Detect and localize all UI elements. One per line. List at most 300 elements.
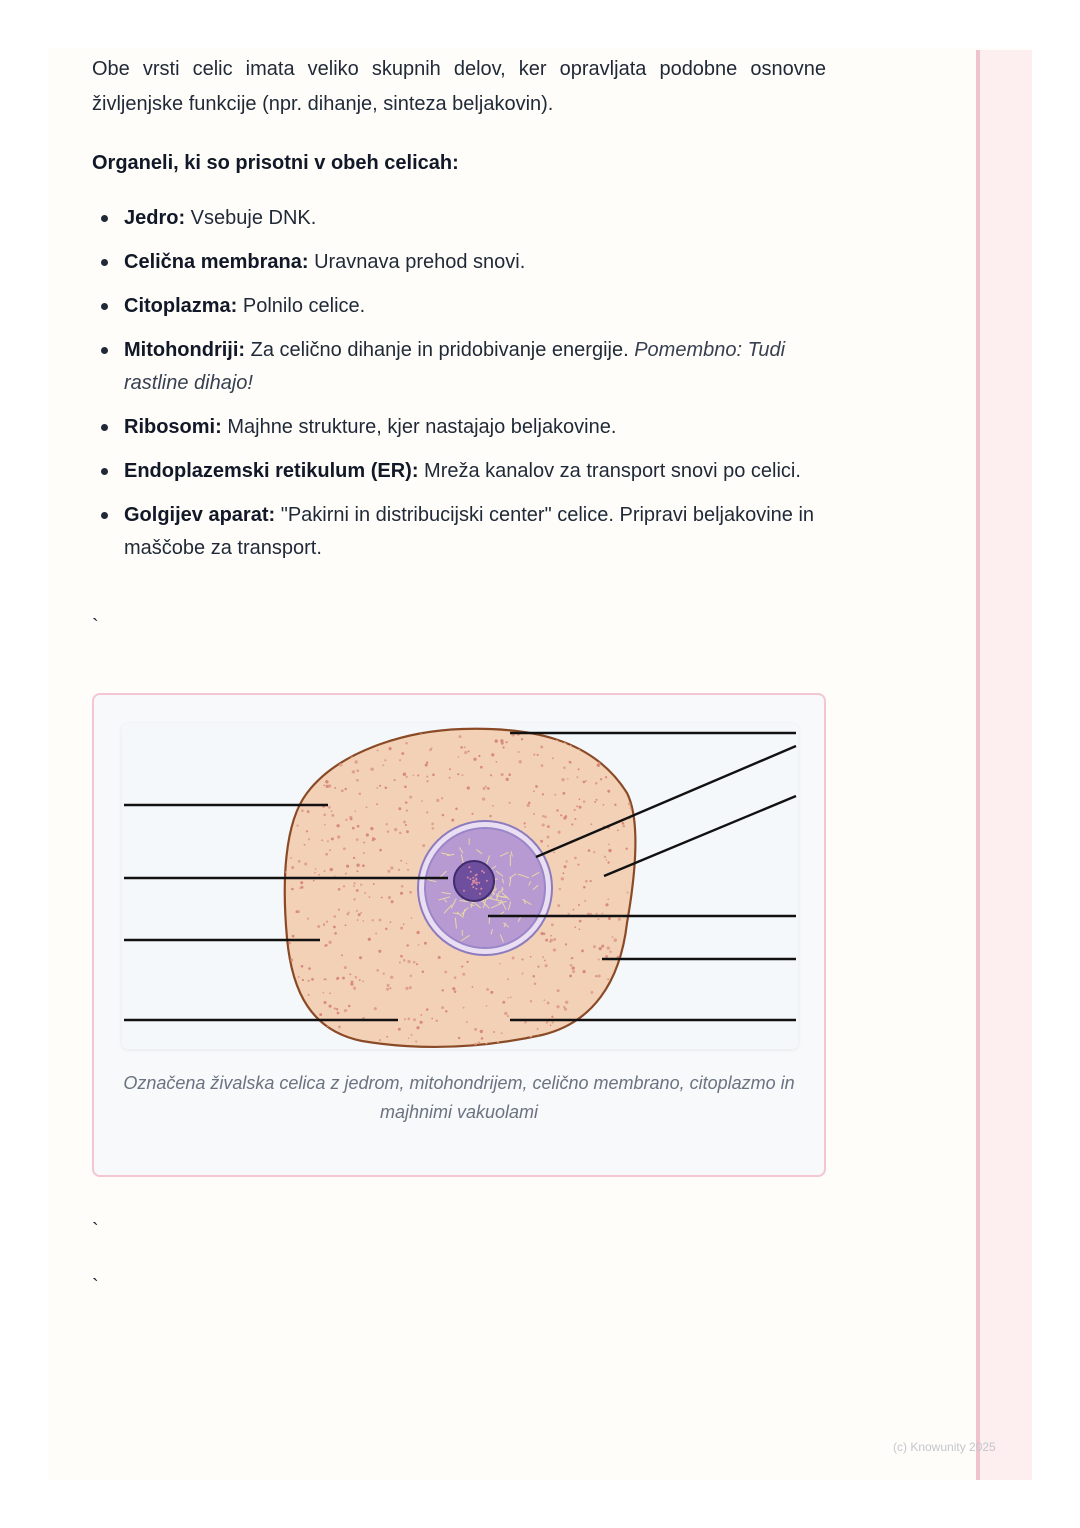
- nucleolus-granule: [463, 890, 465, 892]
- cytoplasm-granule: [315, 868, 317, 870]
- organelle-description: Za celično dihanje in pridobivanje energije.: [245, 339, 635, 361]
- cytoplasm-granule: [381, 897, 383, 899]
- cytoplasm-granule: [569, 974, 572, 977]
- cytoplasm-granule: [348, 1005, 351, 1008]
- cytoplasm-granule: [344, 788, 346, 790]
- cytoplasm-granule: [325, 780, 328, 783]
- organelle-description: Mreža kanalov za transport snovi po celici.: [418, 460, 801, 482]
- cytoplasm-granule: [305, 741, 308, 744]
- cytoplasm-granule: [639, 891, 642, 894]
- cytoplasm-granule: [303, 793, 305, 795]
- cytoplasm-granule: [467, 786, 470, 789]
- organelle-description: Polnilo celice.: [237, 295, 366, 317]
- cytoplasm-granule: [560, 1041, 562, 1043]
- cytoplasm-granule: [407, 960, 410, 963]
- cytoplasm-granule: [413, 774, 415, 776]
- organelle-term: Endoplazemski retikulum (ER):: [124, 460, 419, 482]
- cytoplasm-granule: [617, 1003, 620, 1006]
- cytoplasm-granule: [298, 860, 301, 863]
- cytoplasm-granule: [533, 975, 536, 978]
- cytoplasm-granule: [326, 731, 328, 733]
- cytoplasm-granule: [378, 950, 381, 953]
- cytoplasm-granule: [614, 938, 617, 941]
- cytoplasm-granule: [356, 910, 358, 912]
- cytoplasm-granule: [640, 831, 643, 834]
- cytoplasm-granule: [394, 828, 397, 831]
- cytoplasm-granule: [314, 726, 316, 728]
- cytoplasm-granule: [635, 898, 638, 901]
- cytoplasm-granule: [338, 1025, 341, 1028]
- cytoplasm-granule: [571, 823, 573, 825]
- cytoplasm-granule: [405, 987, 408, 990]
- cytoplasm-granule: [558, 831, 561, 834]
- cytoplasm-granule: [315, 1029, 318, 1032]
- cytoplasm-granule: [595, 975, 597, 977]
- cytoplasm-granule: [349, 973, 351, 975]
- cytoplasm-granule: [403, 773, 406, 776]
- animal-cell-illustration: [122, 723, 798, 1049]
- organelle-term: Mitohondriji:: [124, 339, 246, 361]
- cytoplasm-granule: [449, 768, 451, 770]
- cytoplasm-granule: [457, 773, 459, 775]
- cytoplasm-granule: [556, 1005, 559, 1008]
- cytoplasm-granule: [565, 860, 567, 862]
- cytoplasm-granule: [579, 806, 582, 809]
- cytoplasm-granule: [441, 1006, 444, 1009]
- cytoplasm-granule: [464, 751, 467, 754]
- cytoplasm-granule: [521, 958, 523, 960]
- bullet-icon: [101, 215, 108, 222]
- organelle-term: Celična membrana:: [124, 251, 309, 273]
- cytoplasm-granule: [334, 915, 337, 918]
- cytoplasm-granule: [501, 773, 504, 776]
- cytoplasm-granule: [537, 754, 539, 756]
- cytoplasm-granule: [578, 904, 580, 906]
- nucleolus-granule: [475, 888, 477, 890]
- nucleolus-granule: [472, 882, 474, 884]
- cytoplasm-granule: [307, 810, 310, 813]
- cytoplasm-granule: [356, 864, 359, 867]
- cytoplasm-granule: [574, 818, 576, 820]
- cytoplasm-granule: [609, 951, 611, 953]
- cytoplasm-granule: [289, 800, 292, 803]
- cytoplasm-granule: [624, 1016, 626, 1018]
- cytoplasm-granule: [563, 1006, 565, 1008]
- cytoplasm-granule: [619, 766, 622, 769]
- cytoplasm-granule: [351, 981, 354, 984]
- cytoplasm-granule: [357, 919, 359, 921]
- cytoplasm-granule: [593, 851, 595, 853]
- cytoplasm-granule: [400, 892, 403, 895]
- cytoplasm-granule: [468, 750, 470, 752]
- cytoplasm-granule: [547, 836, 550, 839]
- cytoplasm-granule: [319, 1013, 322, 1016]
- stray-backtick: `: [92, 1276, 99, 1298]
- cytoplasm-granule: [304, 844, 306, 846]
- cytoplasm-granule: [563, 792, 566, 795]
- cytoplasm-granule: [399, 759, 401, 761]
- cytoplasm-granule: [605, 903, 608, 906]
- cytoplasm-granule: [567, 913, 569, 915]
- cytoplasm-granule: [582, 970, 585, 973]
- cytoplasm-granule: [506, 778, 509, 781]
- cytoplasm-granule: [289, 775, 292, 778]
- cytoplasm-granule: [550, 935, 552, 937]
- cytoplasm-granule: [634, 1006, 637, 1009]
- cytoplasm-granule: [578, 768, 580, 770]
- cytoplasm-granule: [485, 786, 487, 788]
- cytoplasm-granule: [444, 971, 447, 974]
- cytoplasm-granule: [409, 891, 412, 894]
- cytoplasm-granule: [591, 823, 593, 825]
- cytoplasm-granule: [352, 740, 354, 742]
- cytoplasm-granule: [383, 726, 386, 729]
- cytoplasm-granule: [289, 1042, 292, 1045]
- cytoplasm-granule: [597, 918, 599, 920]
- main-content: [92, 52, 826, 576]
- cytoplasm-granule: [401, 885, 404, 888]
- cytoplasm-granule: [432, 773, 435, 776]
- cytoplasm-granule: [432, 827, 435, 830]
- cytoplasm-granule: [323, 814, 326, 817]
- cytoplasm-granule: [436, 1020, 439, 1023]
- cytoplasm-granule: [580, 740, 582, 742]
- cytoplasm-granule: [338, 909, 340, 911]
- cytoplasm-granule: [546, 1021, 548, 1023]
- cytoplasm-granule: [557, 989, 560, 992]
- cytoplasm-granule: [355, 976, 358, 979]
- cytoplasm-granule: [400, 727, 403, 730]
- cytoplasm-granule: [500, 739, 503, 742]
- cytoplasm-granule: [328, 806, 331, 809]
- cytoplasm-granule: [331, 810, 333, 812]
- cytoplasm-granule: [286, 1014, 288, 1016]
- cytoplasm-granule: [368, 896, 370, 898]
- cytoplasm-granule: [542, 956, 544, 958]
- cytoplasm-granule: [574, 926, 576, 928]
- cytoplasm-granule: [574, 857, 577, 860]
- cytoplasm-granule: [332, 728, 335, 731]
- cytoplasm-granule: [384, 759, 386, 761]
- cytoplasm-granule: [385, 786, 388, 789]
- cytoplasm-granule: [360, 884, 362, 886]
- cytoplasm-granule: [507, 997, 509, 999]
- cytoplasm-granule: [379, 919, 382, 922]
- cytoplasm-granule: [622, 822, 625, 825]
- cytoplasm-granule: [608, 917, 611, 920]
- cytoplasm-granule: [502, 1001, 505, 1004]
- cytoplasm-granule: [405, 801, 407, 803]
- cytoplasm-granule: [431, 823, 434, 826]
- cytoplasm-granule: [320, 1028, 323, 1031]
- bullet-icon: [101, 512, 108, 519]
- cytoplasm-granule: [588, 1026, 590, 1028]
- cytoplasm-granule: [328, 941, 331, 944]
- cytoplasm-granule: [617, 830, 619, 832]
- cytoplasm-granule: [416, 963, 418, 965]
- cytoplasm-granule: [636, 989, 638, 991]
- cytoplasm-granule: [288, 942, 290, 944]
- cytoplasm-granule: [627, 892, 629, 894]
- cytoplasm-granule: [614, 804, 616, 806]
- cytoplasm-granule: [612, 936, 614, 938]
- cytoplasm-granule: [570, 964, 573, 967]
- cytoplasm-granule: [362, 980, 364, 982]
- organelle-note: Pomembno: Tudi rastline dihajo!: [124, 339, 786, 394]
- cytoplasm-granule: [583, 886, 586, 889]
- cytoplasm-granule: [410, 1034, 412, 1036]
- cytoplasm-granule: [495, 739, 498, 742]
- cytoplasm-granule: [307, 766, 310, 769]
- cytoplasm-granule: [307, 994, 309, 996]
- cytoplasm-granule: [336, 742, 338, 744]
- cytoplasm-granule: [567, 778, 569, 780]
- cytoplasm-granule: [350, 818, 353, 821]
- cytoplasm-granule: [563, 767, 566, 770]
- cytoplasm-granule: [407, 1018, 410, 1021]
- cytoplasm-granule: [501, 1032, 503, 1034]
- list-item: [92, 246, 826, 279]
- cytoplasm-granule: [317, 925, 320, 928]
- cytoplasm-granule: [372, 837, 374, 839]
- cytoplasm-granule: [341, 726, 344, 729]
- intro-paragraph: Obe vrsti celic imata veliko skupnih delov, ker opravljata podobne osnovne življenjske funkcije (npr. dihanje, sinteza beljakovin).: [92, 58, 826, 115]
- cytoplasm-granule: [459, 735, 462, 738]
- cytoplasm-granule: [608, 849, 611, 852]
- cytoplasm-granule: [360, 912, 362, 914]
- nucleolus-granule: [481, 870, 483, 872]
- cytoplasm-granule: [621, 755, 623, 757]
- cytoplasm-granule: [379, 785, 381, 787]
- cytoplasm-granule: [376, 787, 378, 789]
- cytoplasm-granule: [336, 977, 339, 980]
- cytoplasm-granule: [418, 944, 420, 946]
- cytoplasm-granule: [603, 1046, 605, 1048]
- cytoplasm-granule: [425, 763, 428, 766]
- cytoplasm-granule: [594, 801, 596, 803]
- cytoplasm-granule: [607, 898, 609, 900]
- organelle-description: Vsebuje DNK.: [185, 207, 317, 229]
- cytoplasm-granule: [403, 923, 405, 925]
- cytoplasm-granule: [318, 874, 320, 876]
- cytoplasm-granule: [369, 742, 371, 744]
- cytoplasm-granule: [372, 919, 374, 921]
- cytoplasm-granule: [524, 1021, 527, 1024]
- cytoplasm-granule: [550, 1024, 552, 1026]
- cytoplasm-granule: [331, 751, 333, 753]
- cytoplasm-granule: [324, 824, 326, 826]
- stray-backtick: `: [92, 1220, 99, 1242]
- cytoplasm-granule: [628, 803, 631, 806]
- cytoplasm-granule: [359, 956, 362, 959]
- cytoplasm-granule: [466, 1021, 468, 1023]
- cytoplasm-granule: [487, 787, 490, 790]
- cytoplasm-granule: [390, 976, 393, 979]
- cytoplasm-granule: [530, 956, 532, 958]
- cytoplasm-granule: [311, 739, 314, 742]
- cytoplasm-granule: [544, 999, 546, 1001]
- cytoplasm-granule: [572, 970, 575, 973]
- cytoplasm-granule: [343, 885, 345, 887]
- cytoplasm-granule: [480, 1030, 483, 1033]
- cytoplasm-granule: [547, 825, 550, 828]
- cytoplasm-granule: [329, 849, 331, 851]
- organelle-term: Golgijev aparat:: [124, 504, 276, 526]
- cytoplasm-granule: [536, 1039, 538, 1041]
- cytoplasm-granule: [438, 956, 441, 959]
- cytoplasm-granule: [595, 782, 598, 785]
- cytoplasm-granule: [610, 1027, 612, 1029]
- cytoplasm-granule: [288, 780, 291, 783]
- cytoplasm-granule: [460, 746, 463, 749]
- cytoplasm-granule: [376, 969, 379, 972]
- cytoplasm-granule: [605, 760, 607, 762]
- cytoplasm-granule: [400, 955, 403, 958]
- cytoplasm-granule: [366, 833, 369, 836]
- cytoplasm-granule: [564, 865, 567, 868]
- organelle-term: Citoplazma:: [124, 295, 238, 317]
- cytoplasm-granule: [374, 1007, 377, 1010]
- cytoplasm-granule: [634, 948, 637, 951]
- cytoplasm-granule: [400, 927, 403, 930]
- cytoplasm-granule: [449, 777, 451, 779]
- cytoplasm-granule: [385, 928, 387, 930]
- cytoplasm-granule: [323, 870, 325, 872]
- cytoplasm-granule: [603, 804, 605, 806]
- cytoplasm-granule: [596, 913, 598, 915]
- cytoplasm-granule: [296, 910, 299, 913]
- cytoplasm-granule: [326, 785, 329, 788]
- cytoplasm-granule: [478, 755, 480, 757]
- cytoplasm-granule: [323, 1001, 326, 1004]
- cytoplasm-granule: [403, 959, 406, 962]
- cytoplasm-granule: [542, 815, 544, 817]
- cytoplasm-granule: [466, 961, 468, 963]
- cytoplasm-granule: [542, 793, 544, 795]
- cytoplasm-granule: [601, 945, 604, 948]
- cytoplasm-granule: [298, 766, 300, 768]
- cytoplasm-granule: [553, 938, 556, 941]
- cytoplasm-granule: [530, 1000, 532, 1002]
- section-heading: Organeli, ki so prisotni v obeh celicah:: [92, 152, 459, 174]
- cytoplasm-granule: [590, 913, 592, 915]
- cytoplasm-granule: [544, 960, 546, 962]
- cytoplasm-granule: [327, 840, 329, 842]
- cytoplasm-granule: [588, 849, 591, 852]
- bullet-icon: [101, 347, 108, 354]
- cytoplasm-granule: [523, 822, 525, 824]
- cytoplasm-granule: [473, 758, 476, 761]
- cytoplasm-granule: [356, 779, 359, 782]
- cytoplasm-granule: [344, 966, 347, 969]
- nucleolus-granule: [476, 883, 478, 885]
- cytoplasm-granule: [640, 798, 642, 800]
- cytoplasm-granule: [400, 860, 402, 862]
- cytoplasm-granule: [348, 911, 350, 913]
- cytoplasm-granule: [324, 944, 327, 947]
- cytoplasm-granule: [618, 763, 621, 766]
- cytoplasm-granule: [386, 1036, 388, 1038]
- cytoplasm-granule: [301, 809, 304, 812]
- cytoplasm-granule: [327, 745, 329, 747]
- cytoplasm-granule: [326, 921, 328, 923]
- cytoplasm-granule: [607, 978, 609, 980]
- cytoplasm-granule: [518, 751, 520, 753]
- cytoplasm-granule: [441, 797, 443, 799]
- cytoplasm-granule: [330, 868, 333, 871]
- cytoplasm-granule: [295, 739, 298, 742]
- cytoplasm-granule: [404, 1018, 406, 1020]
- cytoplasm-granule: [388, 896, 391, 899]
- cytoplasm-granule: [281, 828, 283, 830]
- cytoplasm-granule: [352, 770, 355, 773]
- organelle-list: [92, 202, 826, 565]
- cytoplasm-granule: [421, 800, 423, 802]
- nucleolus-granule: [483, 872, 485, 874]
- cytoplasm-granule: [522, 973, 524, 975]
- cytoplasm-granule: [292, 935, 295, 938]
- cytoplasm-granule: [411, 917, 413, 919]
- list-item: [92, 455, 826, 488]
- cytoplasm-granule: [291, 746, 293, 748]
- cytoplasm-granule: [462, 973, 465, 976]
- cytoplasm-granule: [565, 1001, 568, 1004]
- copyright-footer: (c) Knowunity 2025: [893, 1440, 996, 1454]
- cytoplasm-granule: [337, 835, 340, 838]
- list-item: [92, 202, 826, 235]
- cytoplasm-granule: [311, 978, 314, 981]
- cytoplasm-granule: [547, 845, 549, 847]
- cytoplasm-granule: [512, 957, 515, 960]
- cytoplasm-granule: [394, 779, 396, 781]
- cytoplasm-granule: [492, 805, 494, 807]
- cytoplasm-granule: [383, 972, 385, 974]
- cytoplasm-granule: [306, 830, 308, 832]
- cytoplasm-granule: [288, 788, 290, 790]
- bullet-icon: [101, 424, 108, 431]
- nucleolus-granule: [476, 881, 478, 883]
- cytoplasm-granule: [398, 1028, 401, 1031]
- cytoplasm-granule: [486, 1005, 488, 1007]
- cytoplasm-granule: [290, 857, 292, 859]
- cytoplasm-granule: [336, 824, 339, 827]
- cytoplasm-granule: [471, 813, 473, 815]
- cytoplasm-granule: [463, 1007, 465, 1009]
- cytoplasm-granule: [290, 959, 293, 962]
- cytoplasm-granule: [318, 1034, 321, 1037]
- right-margin-band: [976, 50, 1032, 1480]
- cytoplasm-granule: [560, 814, 562, 816]
- cytoplasm-granule: [286, 970, 288, 972]
- cytoplasm-granule: [583, 800, 586, 803]
- cytoplasm-granule: [507, 978, 509, 980]
- cytoplasm-granule: [584, 900, 586, 902]
- cytoplasm-granule: [373, 883, 375, 885]
- cytoplasm-granule: [358, 913, 361, 916]
- cytoplasm-granule: [572, 966, 575, 969]
- cytoplasm-granule: [346, 865, 349, 868]
- cytoplasm-granule: [595, 1015, 598, 1018]
- cytoplasm-granule: [629, 1009, 631, 1011]
- cytoplasm-granule: [362, 864, 365, 867]
- cytoplasm-granule: [561, 877, 564, 880]
- cytoplasm-granule: [556, 809, 558, 811]
- organelle-description: "Pakirni in distribucijski center" celice. Pripravi beljakovine in maščobe za transport.: [124, 504, 815, 559]
- cytoplasm-granule: [533, 790, 535, 792]
- cytoplasm-granule: [521, 738, 523, 740]
- cytoplasm-granule: [285, 774, 287, 776]
- cytoplasm-granule: [462, 774, 464, 776]
